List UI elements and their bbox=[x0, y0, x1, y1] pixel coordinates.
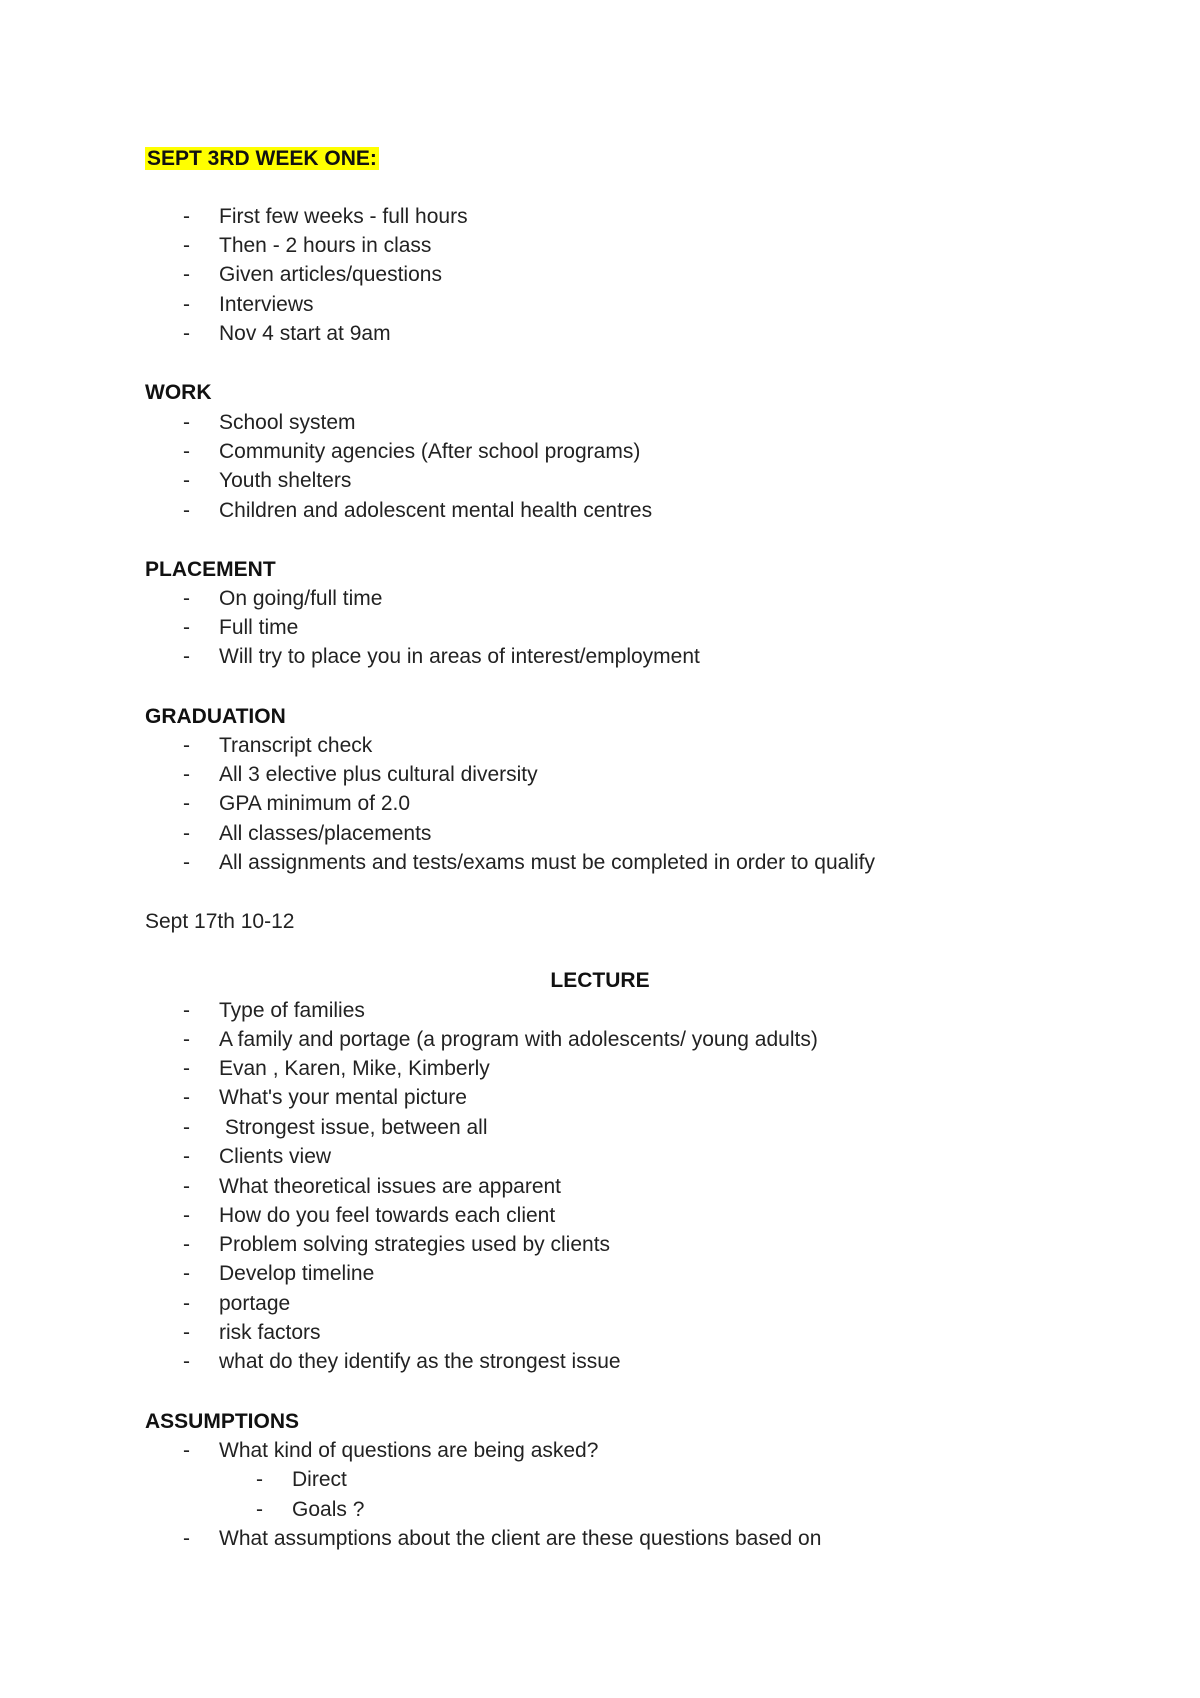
list-item: Children and adolescent mental health centres bbox=[219, 499, 653, 522]
list-item: First few weeks - full hours bbox=[219, 205, 468, 228]
list-item: Nov 4 start at 9am bbox=[219, 322, 391, 345]
list-item: Full time bbox=[219, 616, 299, 639]
bullet-dash: - bbox=[183, 499, 190, 522]
list-item: Then - 2 hours in class bbox=[219, 234, 432, 257]
list-item: Youth shelters bbox=[219, 469, 352, 492]
list-item: Type of families bbox=[219, 999, 365, 1022]
bullet-dash: - bbox=[183, 205, 190, 228]
bullet-dash: - bbox=[183, 440, 190, 463]
bullet-dash: - bbox=[183, 1350, 190, 1373]
bullet-dash: - bbox=[183, 999, 190, 1022]
list-item: GPA minimum of 2.0 bbox=[219, 792, 411, 815]
list-item: Strongest issue, between all bbox=[219, 1116, 488, 1139]
sub-list-item: Direct bbox=[292, 1468, 347, 1491]
bullet-dash: - bbox=[183, 293, 190, 316]
bullet-dash: - bbox=[183, 263, 190, 286]
list-item: On going/full time bbox=[219, 587, 383, 610]
bullet-dash: - bbox=[183, 1262, 190, 1285]
bullet-dash: - bbox=[183, 1028, 190, 1051]
bullet-dash: - bbox=[183, 322, 190, 345]
bullet-dash: - bbox=[183, 734, 190, 757]
section-heading-work: WORK bbox=[145, 381, 212, 404]
list-item: What's your mental picture bbox=[219, 1086, 467, 1109]
bullet-dash: - bbox=[183, 469, 190, 492]
bullet-dash: - bbox=[183, 851, 190, 874]
list-item: Interviews bbox=[219, 293, 314, 316]
list-item: risk factors bbox=[219, 1321, 321, 1344]
list-item: Given articles/questions bbox=[219, 263, 442, 286]
list-item: Evan , Karen, Mike, Kimberly bbox=[219, 1057, 490, 1080]
bullet-dash: - bbox=[183, 1321, 190, 1344]
bullet-dash: - bbox=[183, 1145, 190, 1168]
bullet-dash: - bbox=[183, 587, 190, 610]
bullet-dash: - bbox=[183, 645, 190, 668]
bullet-dash: - bbox=[183, 411, 190, 434]
list-item: what do they identify as the strongest issue bbox=[219, 1350, 621, 1373]
list-item: School system bbox=[219, 411, 356, 434]
list-item: What theoretical issues are apparent bbox=[219, 1175, 562, 1198]
section-heading-graduation: GRADUATION bbox=[145, 705, 286, 728]
list-item: All 3 elective plus cultural diversity bbox=[219, 763, 538, 786]
list-item: portage bbox=[219, 1292, 291, 1315]
bullet-dash: - bbox=[183, 1057, 190, 1080]
list-item: What assumptions about the client are these questions based on bbox=[219, 1527, 822, 1550]
list-item: Clients view bbox=[219, 1145, 332, 1168]
bullet-dash: - bbox=[183, 822, 190, 845]
list-item: All assignments and tests/exams must be completed in order to qualify bbox=[219, 851, 875, 874]
bullet-dash: - bbox=[183, 1086, 190, 1109]
list-item: Transcript check bbox=[219, 734, 373, 757]
list-item: Develop timeline bbox=[219, 1262, 375, 1285]
sub-list-item: Goals ? bbox=[292, 1498, 365, 1521]
bullet-dash: - bbox=[183, 234, 190, 257]
bullet-dash: - bbox=[183, 792, 190, 815]
bullet-dash: - bbox=[183, 1439, 190, 1462]
list-item: What kind of questions are being asked? bbox=[219, 1439, 599, 1462]
date-line: Sept 17th 10-12 bbox=[145, 910, 295, 933]
bullet-dash: - bbox=[183, 1292, 190, 1315]
bullet-dash: - bbox=[183, 1233, 190, 1256]
bullet-dash: - bbox=[183, 1204, 190, 1227]
list-item: Will try to place you in areas of interest/employment bbox=[219, 645, 700, 668]
section-heading-lecture: LECTURE bbox=[550, 969, 650, 992]
list-item: How do you feel towards each client bbox=[219, 1204, 556, 1227]
list-item: Community agencies (After school programs) bbox=[219, 440, 641, 463]
list-item: A family and portage (a program with adolescents/ young adults) bbox=[219, 1028, 818, 1051]
bullet-dash: - bbox=[183, 616, 190, 639]
section-heading-placement: PLACEMENT bbox=[145, 558, 276, 581]
sub-bullet-dash: - bbox=[256, 1468, 263, 1491]
section-heading-week-one bbox=[147, 146, 379, 172]
bullet-dash: - bbox=[183, 763, 190, 786]
sub-bullet-dash: - bbox=[256, 1498, 263, 1521]
list-item: Problem solving strategies used by clients bbox=[219, 1233, 611, 1256]
bullet-dash: - bbox=[183, 1527, 190, 1550]
highlighted-heading: SEPT 3RD WEEK ONE: bbox=[147, 147, 377, 170]
bullet-dash: - bbox=[183, 1116, 190, 1139]
bullet-dash: - bbox=[183, 1175, 190, 1198]
list-item: All classes/placements bbox=[219, 822, 432, 845]
section-heading-assumptions: ASSUMPTIONS bbox=[145, 1410, 300, 1433]
